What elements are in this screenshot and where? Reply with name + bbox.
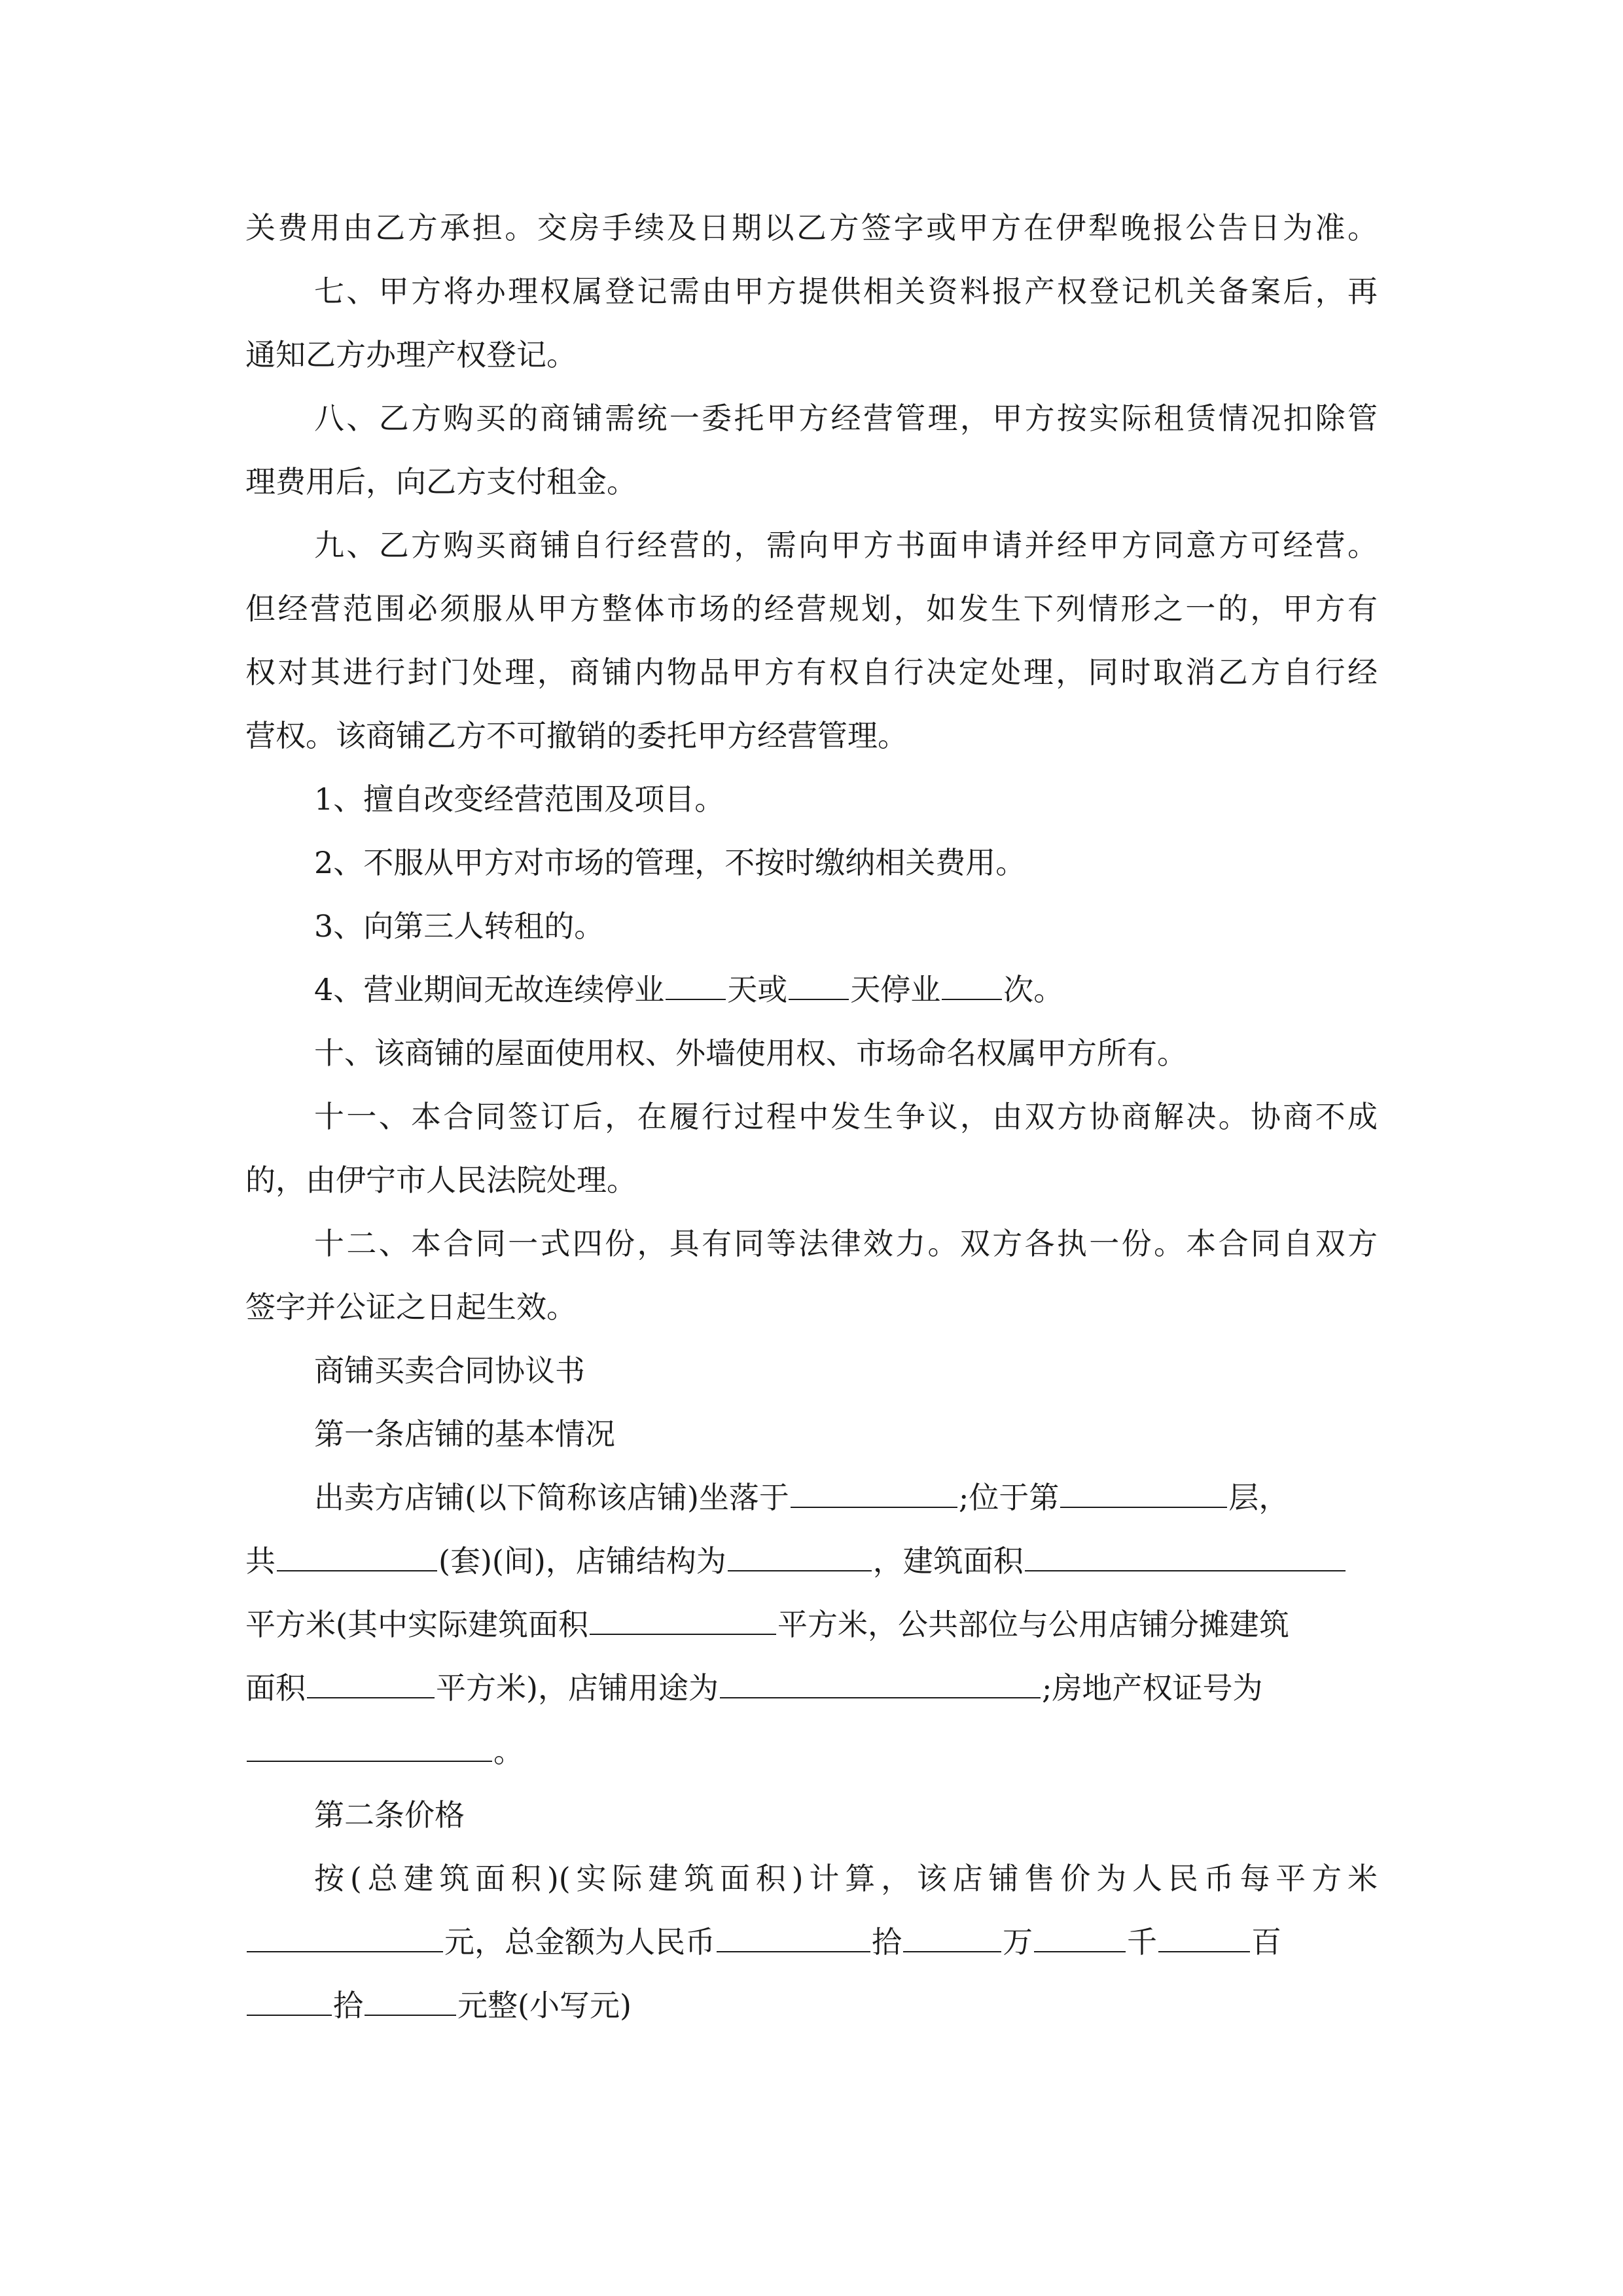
paragraph-line: 关费用由乙方承担。交房手续及日期以乙方签字或甲方在伊犁晚报公告日为准。 <box>245 210 1378 245</box>
clause-twelve-line-2: 签字并公证之日起生效。 <box>245 1289 577 1325</box>
clause-eleven-line-2: 的，由伊宁市人民法院处理。 <box>245 1162 637 1198</box>
text-segment: 。 <box>493 1734 524 1769</box>
amount-blank[interactable] <box>1034 1922 1126 1952</box>
units-blank[interactable] <box>277 1541 437 1571</box>
clause-seven-line-2: 通知乙方办理产权登记。 <box>245 337 577 372</box>
text-segment: 千 <box>1127 1924 1157 1960</box>
list-item-3: 3、向第三人转租的。 <box>314 908 605 944</box>
text-segment: ;房地产权证号为 <box>1041 1670 1263 1706</box>
text-segment: 元，总金额为人民币 <box>444 1924 715 1960</box>
list-item-1: 1、擅自改变经营范围及项目。 <box>314 781 725 817</box>
structure-blank[interactable] <box>728 1541 872 1571</box>
location-blank[interactable] <box>791 1478 957 1508</box>
clause-nine-line-1: 九、乙方购买商铺自行经营的，需向甲方书面申请并经甲方同意方可经营。 <box>314 528 1378 563</box>
text-segment: 万 <box>1003 1924 1033 1960</box>
clause-eight-line-1: 八、乙方购买的商铺需统一委托甲方经营管理，甲方按实际租赁情况扣除管 <box>314 401 1378 436</box>
text-segment: 平方米(其中实际建筑面积 <box>245 1607 588 1642</box>
article-two-line-3 <box>245 1974 1378 2037</box>
amount-blank[interactable] <box>1158 1922 1250 1952</box>
shared-area-blank[interactable] <box>307 1668 435 1698</box>
text-segment: ;位于第 <box>958 1480 1060 1515</box>
floor-blank[interactable] <box>1060 1478 1227 1508</box>
fill-blank[interactable] <box>666 970 726 1000</box>
text-segment: 百 <box>1251 1924 1281 1960</box>
article-one-heading: 第一条店铺的基本情况 <box>314 1416 615 1452</box>
text-segment: 共 <box>245 1543 276 1579</box>
article-two-heading: 第二条价格 <box>314 1797 465 1833</box>
clause-eleven-line-1: 十一、本合同签订后，在履行过程中发生争议，由双方协商解决。协商不成 <box>314 1099 1378 1134</box>
item4-text-b: 天或 <box>727 972 788 1007</box>
clause-twelve-line-1: 十二、本合同一式四份，具有同等法律效力。双方各执一份。本合同自双方 <box>314 1226 1378 1261</box>
certificate-blank[interactable] <box>247 1732 492 1762</box>
unit-price-blank[interactable] <box>247 1922 443 1952</box>
clause-seven-line-1: 七、甲方将办理权属登记需由甲方提供相关资料报产权登记机关备案后，再 <box>314 274 1378 309</box>
usage-blank[interactable] <box>720 1668 1041 1698</box>
article-one-line-1 <box>245 1466 1378 1530</box>
text-segment: 元整(小写元) <box>457 1988 632 2023</box>
text-segment: 平方米)，店铺用途为 <box>436 1670 719 1706</box>
text-segment: 出卖方店铺(以下简称该店铺)坐落于 <box>314 1480 789 1515</box>
clause-nine-line-3: 权对其进行封门处理，商铺内物品甲方有权自行决定处理，同时取消乙方自行经 <box>245 655 1378 690</box>
article-two-line-1: 按(总建筑面积)(实际建筑面积)计算，该店铺售价为人民币每平方米 <box>314 1861 1378 1896</box>
list-item-2: 2、不服从甲方对市场的管理，不按时缴纳相关费用。 <box>314 845 1026 880</box>
item4-text-c: 天停业 <box>850 972 941 1007</box>
area-blank[interactable] <box>1025 1541 1346 1571</box>
item4-text-d: 次。 <box>1003 972 1064 1007</box>
article-one-line-2 <box>245 1530 1378 1593</box>
contract-body <box>245 196 1378 2037</box>
amount-blank[interactable] <box>903 1922 1001 1952</box>
clause-eight-line-2: 理费用后，向乙方支付租金。 <box>245 464 637 499</box>
text-segment: 面积 <box>245 1670 306 1706</box>
text-segment: 层， <box>1228 1480 1289 1515</box>
article-one-line-5 <box>245 1720 1378 1784</box>
clause-nine-line-2: 但经营范围必须服从甲方整体市场的经营规划，如发生下列情形之一的，甲方有 <box>245 591 1378 626</box>
article-one-line-3 <box>245 1593 1378 1657</box>
fill-blank[interactable] <box>789 970 849 1000</box>
clause-ten: 十、该商铺的屋面使用权、外墙使用权、市场命名权属甲方所有。 <box>314 1035 1187 1071</box>
actual-area-blank[interactable] <box>590 1605 776 1635</box>
amount-blank[interactable] <box>717 1922 870 1952</box>
text-segment: 拾 <box>872 1924 902 1960</box>
amount-blank[interactable] <box>365 1986 456 2016</box>
text-segment: 拾 <box>333 1988 363 2023</box>
item4-text-a: 4、营业期间无故连续停业 <box>314 972 665 1007</box>
fill-blank[interactable] <box>942 970 1002 1000</box>
article-one-line-4 <box>245 1657 1378 1720</box>
clause-nine-line-4: 营权。该商铺乙方不可撤销的委托甲方经营管理。 <box>245 718 908 753</box>
section-title: 商铺买卖合同协议书 <box>314 1353 585 1388</box>
article-two-line-2 <box>245 1910 1378 1974</box>
text-segment: ，建筑面积 <box>872 1543 1024 1579</box>
text-segment: 平方米，公共部位与公用店铺分摊建筑 <box>777 1607 1289 1642</box>
amount-blank[interactable] <box>247 1986 332 2016</box>
list-item-4 <box>245 958 1378 1022</box>
text-segment: (套)(间)，店铺结构为 <box>438 1543 726 1579</box>
